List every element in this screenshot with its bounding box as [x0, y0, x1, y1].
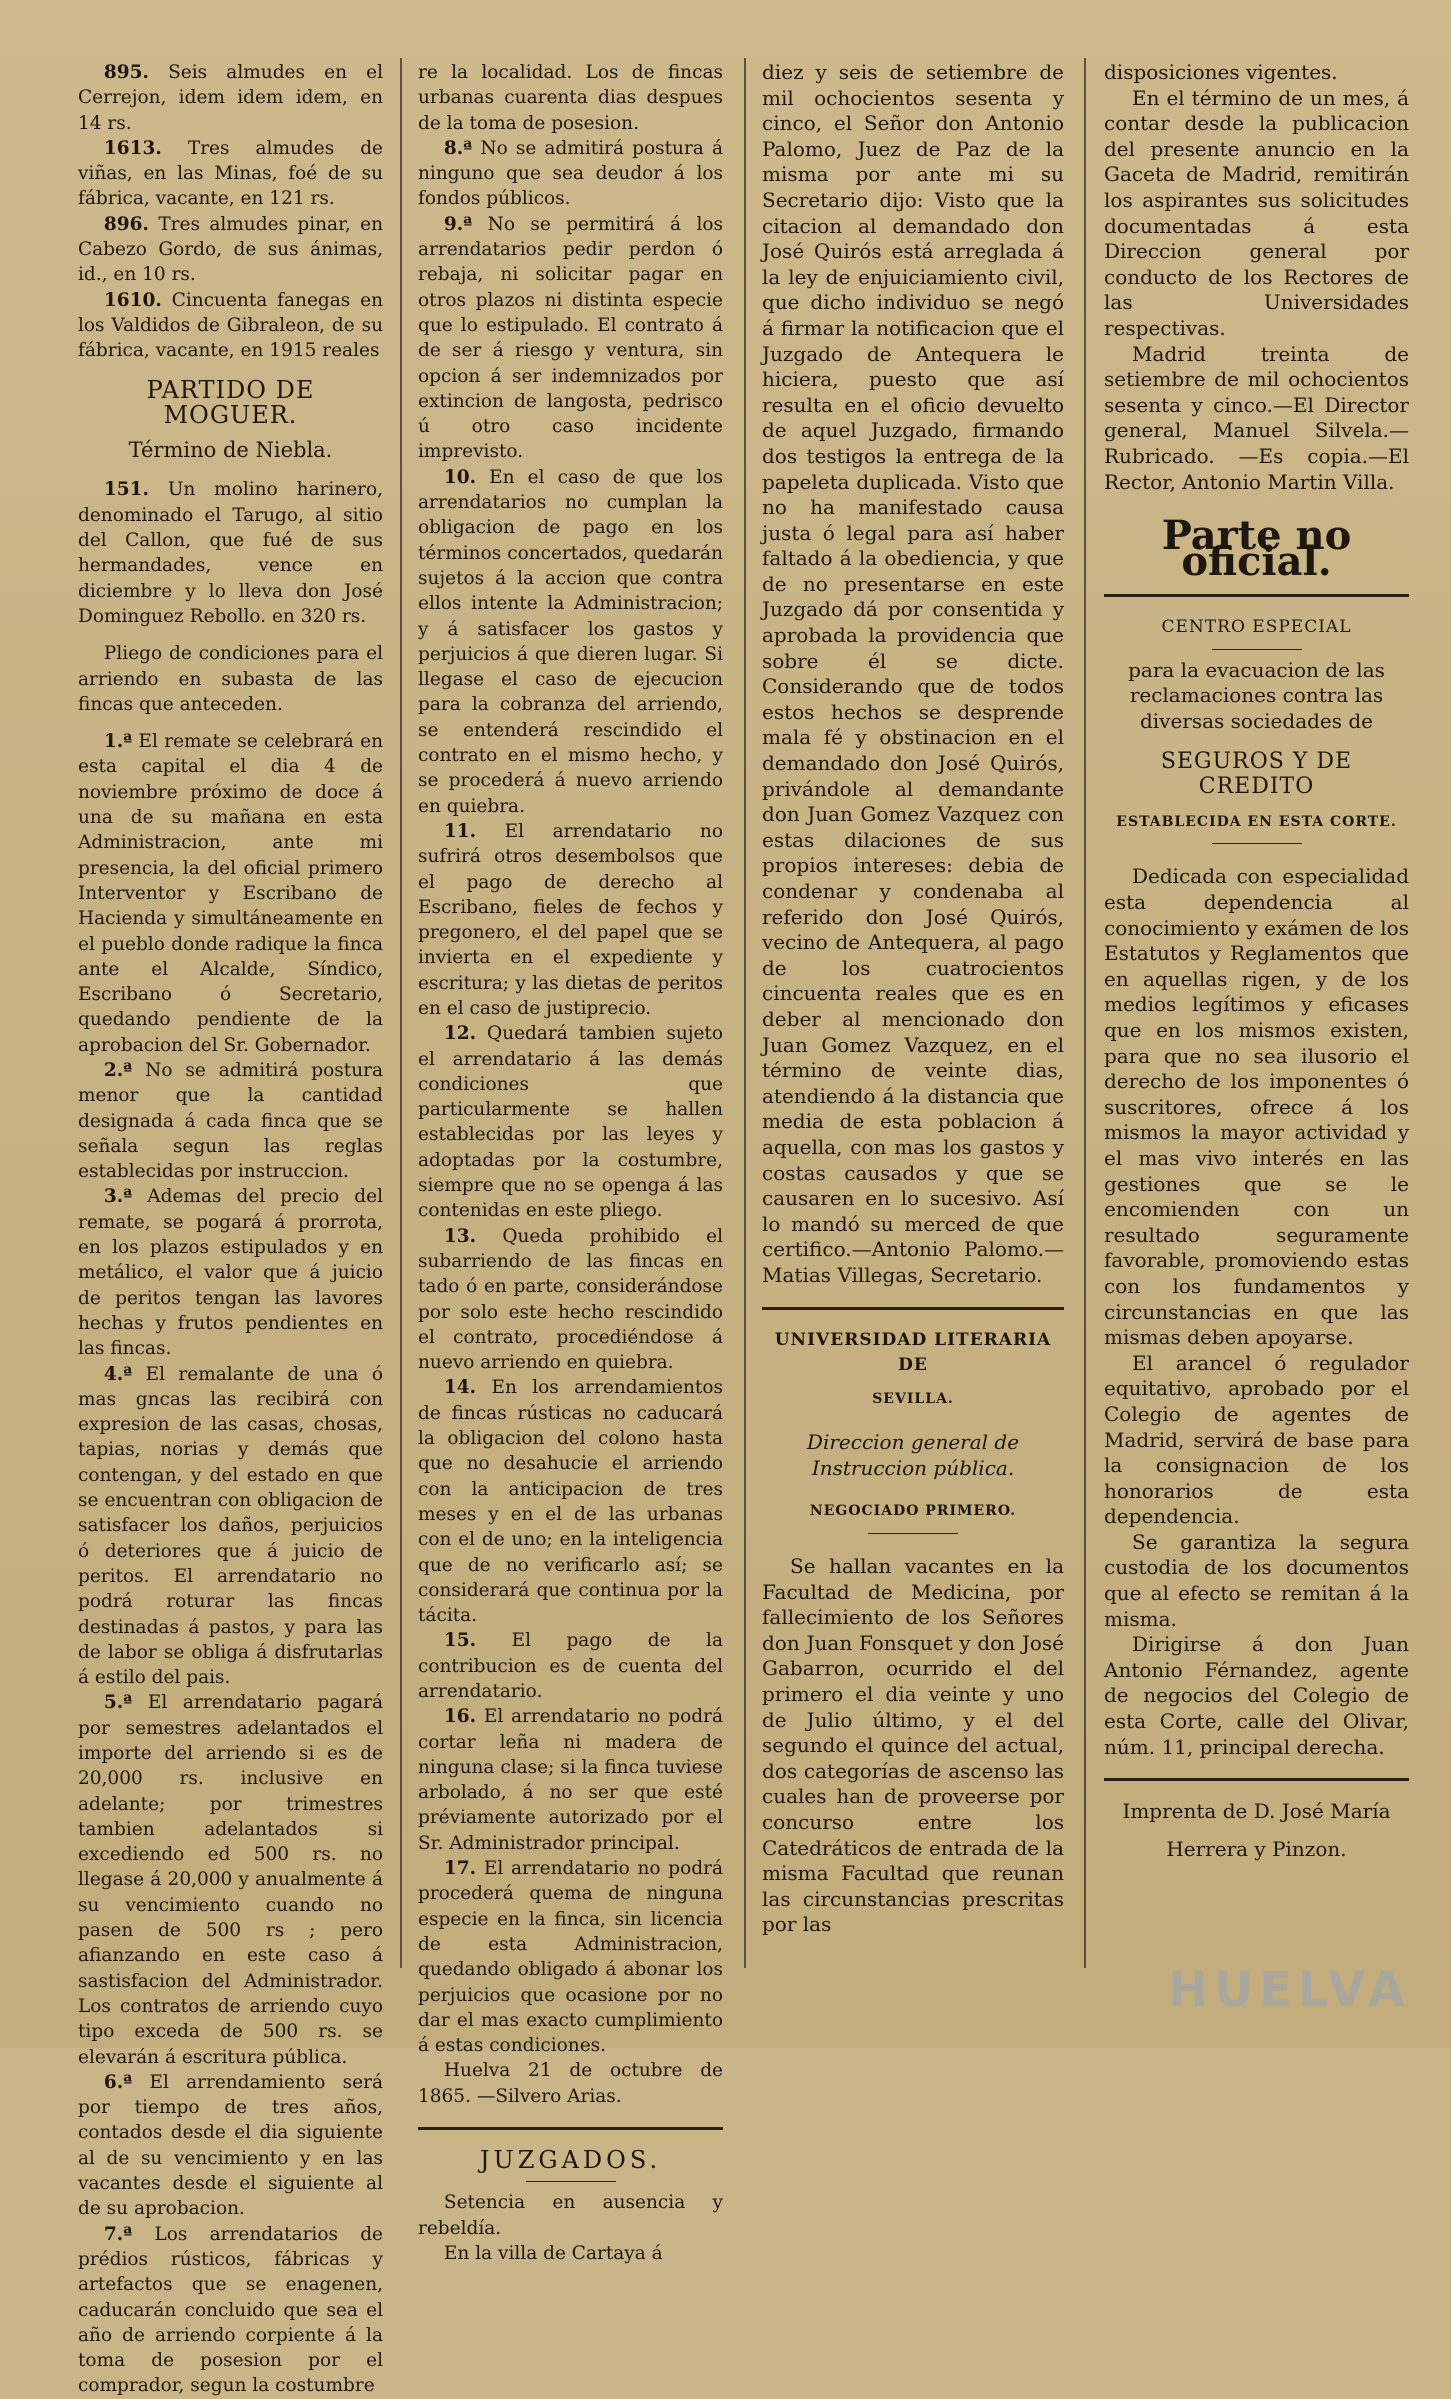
column-rule — [1084, 58, 1086, 1968]
condition: 7.ª Los arrendatarios de prédios rústicos, fábricas y artefactos que se enagenen, caducarán concluido que sea el año de arriendo corpiente á la toma de posesion por el comprador, segun la costumbre — [78, 2223, 384, 2397]
establecida-heading: ESTABLECIDA EN ESTA CORTE. — [1116, 813, 1397, 830]
condition: 9.ª No se permitirá á los arrendatarios pedir perdon ó rebaja, ni solicitar pagar en otros plazos ni distinta especie que lo estipulado. El contrato á de ser á riesgo y ventura, sin opcion á ser indemnizados por extincion de langosta, pedrisco ú otro caso incidente imprevisto. — [418, 213, 723, 463]
body-text: Madrid treinta de setiembre de mil ochocientos sesenta y cinco.—El Director general, Manuel Silvela.—Rubricado. —Es copia.—El Rector, Antonio Martin Villa. — [1104, 341, 1409, 494]
sevilla-heading: SEVILLA. — [872, 1390, 954, 1407]
column-4 — [1104, 60, 1409, 1862]
termino-heading: Término de Niebla. — [128, 438, 333, 463]
list-item: 151. Un molino harinero, denominado el Tarugo, al sitio del Callon, que fué de sus hermandades, vence en diciembre y lo lleva don José Dominguez Rebollo. en 320 rs. — [78, 479, 384, 627]
body-text: El arancel ó regulador equitativo, aprobado por el Colegio de agentes de Madrid, servirá de base para la consignacion de los honorarios de esta dependencia. — [1104, 1350, 1409, 1529]
condition: 13. Queda prohibido el subarriendo de las fincas en tado ó en parte, considerándose por solo este hecho rescindido el contrato, procediéndose á nuevo arriendo en quiebra. — [418, 1225, 723, 1374]
body-text: diez y seis de setiembre de mil ochocientos sesenta y cinco, el Señor don Antonio Palomo, Juez de Paz de la misma por ante mi su Secretario dijo: Visto que la citacion al demandado don José Quirós está arreglada á la ley de enjuiciamiento civil, que dicho individuo se negó á firmar la notificacion que el Juzgado de Antequera le hiciera, puesto que así resulta en el oficio devuelto de aquel Juzgado, firmando dos testigos la entrega de la papeleta duplicada. Visto que no ha manifestado causa justa ó legal para así haber faltado á la obediencia, y que de no presentarse en este Juzgado dá por consentida y aprobada la providencia que sobre él se dicte. Considerando que de todos estos hechos se desprende mala fé y obstinacion en el demandado don José Quirós, privándole al demandante don Juan Gomez Vazquez con estas dilaciones de sus propios intereses: debia de condenar y condenaba al referido don José Quirós, vecino de Antequera, al pago de los cuatrocientos cincuenta reales que es en deber al mencionado don Juan Gomez Vazquez, en el término de veinte dias, atendiendo á la distancia que media de esta poblacion á aquella, con mas los gastos y costas causados y que se causaren en lo sucesivo. Así lo mandó su merced de que certifico.—Antonio Palomo.—Matias Villegas, Secretario. — [762, 60, 1064, 1287]
pliego-heading: Pliego de condiciones para el arriendo en subasta de las fincas que anteceden. — [78, 643, 383, 715]
body-text: Se garantiza la segura custodia de los documentos que al efecto se remitan á la misma. — [1104, 1529, 1409, 1631]
body-text: En la villa de Cartaya á — [443, 2242, 663, 2264]
column-rule — [400, 58, 402, 1968]
divider — [1212, 843, 1302, 844]
condition: 10. En el caso de que los arrendatarios no cumplan la obligacion de pago en los términos concertados, quedarán sujetos á la accion que contra ellos intente la Administracion; y á satisfacer los gastos y perjuicios á que dieren lugar. Si llegase el caso de ejecucion para la cobranza del arriendo, se entenderá rescindido el contrato en el mismo hecho, y se procederá á nuevo arriendo en quiebra. — [418, 466, 723, 817]
partido-heading: PARTIDO DE MOGUER. — [146, 375, 315, 429]
condition: 14. En los arrendamientos de fincas rústicas no caducará la obligacion del colono hasta que no desahucie el arriendo con la anticipacion de tres meses y en el de las urbanas con el de uno; en la inteligencia que de no verificarlo así; se considerará que continua por la tácita. — [418, 1377, 723, 1627]
body-text: para la evacuacion de las reclamaciones contra las diversas sociedades de — [1128, 657, 1385, 734]
condition: 16. El arrendatario no podrá cortar leña ni madera de ninguna clase; si la finca tuviese arbolado, á no ser que esté préviamente autorizado por el Sr. Administrador principal. — [418, 1706, 723, 1854]
divider — [1104, 594, 1409, 597]
condition: 17. El arrendatario no podrá procederá quema de ninguna especie en la finca, sin licencia de esta Administracion, quedando obligado á abonar los perjuicios que ocasione por no dar el mas exacto cumplimiento á estas condiciones. — [418, 1858, 723, 2057]
imprenta-line: Imprenta de D. José María — [1122, 1799, 1391, 1824]
seguros-heading: SEGUROS Y DE CREDITO — [1160, 748, 1353, 800]
divider — [868, 1533, 958, 1534]
divider — [526, 2181, 616, 2182]
signature: Huelva 21 de octubre de 1865. —Silvero Arias. — [418, 2060, 723, 2107]
divider — [1212, 649, 1302, 650]
body-text: En el término de un mes, á contar desde la publicacion del presente anuncio en la Gaceta de Madrid, remitirán los aspirantes sus solicitudes documentadas á esta Direccion general por conducto de los Rectores de las Universidades respectivas. — [1104, 85, 1409, 340]
imprenta-line: Herrera y Pinzon. — [1166, 1836, 1347, 1861]
column-2 — [418, 60, 723, 2266]
divider — [418, 2127, 723, 2130]
condition: 12. Quedará tambien sujeto el arrendatario á las demás condiciones que particularmente se hallen establecidas por las leyes y adoptadas por la costumbre, siempre que no se openga á las contenidas en este pliego. — [418, 1023, 723, 1222]
divider — [762, 1307, 1064, 1310]
condition: 5.ª El arrendatario pagará por semestres adelantados el importe del arriendo si es de 20,000 rs. inclusive en adelante; por trimestres tambien adelantados si excediendo ed 500 rs. no llegase á 20,000 y anualmente á su vencimiento cuando no pasen de 500 rs ; pero afianzando en este caso á sastisfacion del Administrador. Los contratos de arriendo cuyo tipo exceda de 500 rs. se elevarán á escritura pública. — [78, 1692, 383, 2068]
column-rule — [744, 58, 746, 1968]
list-item: 896. Tres almudes pinar, en Cabezo Gordo, de sus ánimas, id., en 10 rs. — [78, 213, 383, 286]
body-text: Dirigirse á don Juan Antonio Férnandez, agente de negocios del Colegio de esta Corte, calle del Olivar, núm. 11, principal derecha. — [1104, 1632, 1409, 1759]
juzgados-heading: JUZGADOS. — [479, 2146, 662, 2175]
continued-text: disposiciones vigentes. — [1104, 60, 1338, 84]
condition: 4.ª El remalante de una ó mas gncas las recibirá con expresion de las casas, chosas, tapias, norias y demás que contengan, y del estado en que se encuentran con obligacion de satisfacer los daños, perjuicios ó deteriores que á juicio de peritos. El arrendatario no podrá roturar las fincas destinadas á pastos, y para las de labor se obliga á disfrutarlas á estilo del pais. — [78, 1363, 383, 1689]
university-heading: UNIVERSIDAD LITERARIA DE — [774, 1329, 1052, 1376]
direccion-heading: Direccion general de Instruccion pública. — [806, 1430, 1020, 1480]
body-text: Se hallan vacantes en la Facultad de Medicina, por fallecimiento de los Señores don Juan Fonsquet y don José Gabarron, ocurrido el del primero el dia veinte y uno de Julio último, y el del segundo el quince del actual, dos categorías de ascenso las cuales han de proveerse por concurso entre los Catedráticos de entrada de la misma Facultad que reunan las circunstancias prescritas por las — [762, 1554, 1064, 1937]
list-item: 895. Seis almudes en el Cerrejon, idem idem idem, en 14 rs. — [78, 62, 383, 134]
condition: 11. El arrendatario no sufrirá otros desembolsos que el pago de derecho al Escribano, fieles de fechos y pregonero, el del papel que se invierta en el expediente y escritura; y las dietas de peritos en el caso de justiprecio. — [418, 820, 723, 1019]
column-3 — [762, 60, 1064, 1938]
parte-no-oficial-heading: Parte no oficial. — [1161, 512, 1352, 585]
condition: 3.ª Ademas del precio del remate, se pogará á prorrota, en los plazos estipulados y en metálico, el valor que á juicio de peritos tengan las lavores hechas y frutos pendientes en las fincas. — [78, 1186, 383, 1360]
list-item: 1610. Cincuenta fanegas en los Valdidos de Gibraleon, de su fábrica, vacante, en 1915 reales — [78, 289, 383, 362]
list-item: 1613. Tres almudes de viñas, en las Minas, foé de su fábrica, vacante, en 121 rs. — [78, 137, 383, 210]
condition: 6.ª El arrendamiento será por tiempo de tres años, contados desde el dia siguiente al de su vencimiento y en las vacantes desde el siguiente al de su aprobacion. — [78, 2071, 383, 2220]
watermark-huelva: HUELVA — [1168, 1962, 1411, 2018]
centro-heading: CENTRO ESPECIAL — [1161, 617, 1352, 638]
condition: 8.ª No se admitirá postura á ninguno que sea deudor á los fondos públicos. — [418, 137, 723, 210]
condition: 2.ª No se admitirá postura menor que la cantidad designada á cada finca que se señala segun las reglas establecidas por instruccion. — [78, 1059, 383, 1183]
divider — [1104, 1778, 1409, 1781]
negociado-heading: NEGOCIADO PRIMERO. — [809, 1503, 1017, 1520]
condition: 15. El pago de la contribucion es de cuenta del arrendatario. — [418, 1630, 723, 1702]
condition: 1.ª El remate se celebrará en esta capital el dia 4 de noviembre próximo de doce á una de su mañana en esta Administracion, ante mi presencia, la del oficial primero Interventor y Escribano de Hacienda y simultáneamente en el pueblo donde radique la finca ante el Alcalde, Síndico, Escribano ó Secretario, quedando pendiente de la aprobacion del Sr. Gobernador. — [78, 731, 383, 1056]
sentencia-heading: Setencia en ausencia y rebeldía. — [418, 2192, 723, 2239]
continued-text: re la localidad. Los de fincas urbanas cuarenta dias despues de la toma de posesion. — [418, 62, 723, 134]
body-text: Dedicada con especialidad esta dependencia al conocimiento y exámen de los Estatutos y Reglamentos que en aquellas rigen, y de los medios legítimos y eficases que en los mismos existen, para que no sea ilusorio el derecho de los imponentes ó suscritores, ofrece á los mismos la mayor actividad y el mas vivo interés en las gestiones que se le encomienden con un resultado seguramente favorable, promoviendo estas con los fundamentos y circunstancias en que las mismas deben apoyarse. — [1104, 864, 1409, 1350]
